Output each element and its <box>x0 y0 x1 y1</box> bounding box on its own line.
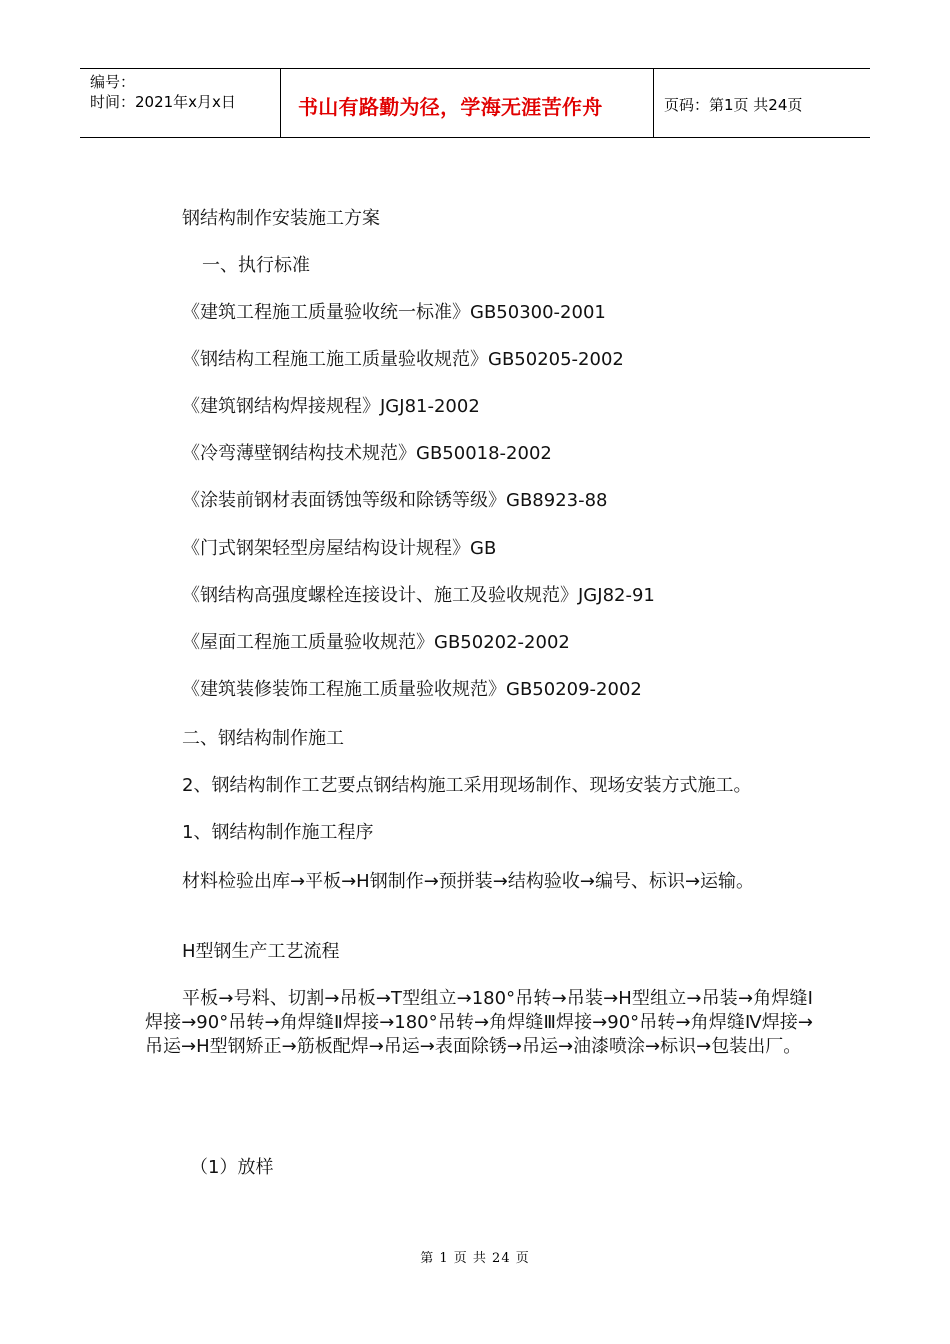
process-sequence: 材料检验出库→平板→H钢制作→预拼装→结构验收→编号、标识→运输。 <box>182 871 755 892</box>
page-info: 页码：第1页 共24页 <box>664 95 803 114</box>
section-heading-1: 一、执行标准 <box>202 255 310 276</box>
standard-item: 《涂装前钢材表面锈蚀等级和除锈等级》GB8923-88 <box>182 490 608 511</box>
header-middle-cell <box>281 69 654 137</box>
document-title: 钢结构制作安装施工方案 <box>182 208 380 229</box>
date-label: 时间：2021年x月x日 <box>90 93 236 111</box>
paragraph-point-1: 1、钢结构制作施工程序 <box>182 822 374 843</box>
subsection-heading: （1）放样 <box>190 1157 274 1178</box>
standard-item: 《钢结构高强度螺栓连接设计、施工及验收规范》JGJ82-91 <box>182 585 655 606</box>
h-beam-heading: H型钢生产工艺流程 <box>182 941 340 962</box>
header-table <box>80 68 870 138</box>
page-footer: 第 1 页 共 24 页 <box>420 1251 530 1266</box>
section-heading-2: 二、钢结构制作施工 <box>182 728 344 749</box>
motto-text: 书山有路勤为径，学海无涯苦作舟 <box>298 94 603 119</box>
standard-item: 《建筑装修装饰工程施工质量验收规范》GB50209-2002 <box>182 679 642 700</box>
standard-item: 《钢结构工程施工施工质量验收规范》GB50205-2002 <box>182 349 624 370</box>
standard-item: 《屋面工程施工质量验收规范》GB50202-2002 <box>182 632 570 653</box>
paragraph-point-2: 2、钢结构制作工艺要点钢结构施工采用现场制作、现场安装方式施工。 <box>182 775 752 796</box>
number-label: 编号： <box>90 73 136 91</box>
header-left-cell <box>80 69 281 137</box>
standard-item: 《冷弯薄壁钢结构技术规范》GB50018-2002 <box>182 443 552 464</box>
h-beam-process-paragraph: 平板→号料、切割→吊板→T型组立→180°吊转→吊装→H型组立→吊装→角焊缝Ⅰ焊接→90°吊转→角焊缝Ⅱ焊接→180°吊转→角焊缝Ⅲ焊接→90°吊转→角焊缝Ⅳ焊接→吊运→H型钢矫正→筋板配焊→吊运→表面除锈→吊运→油漆喷涂→标识→包装出厂。 <box>145 988 813 1057</box>
header-right-cell <box>654 69 870 137</box>
standard-item: 《建筑工程施工质量验收统一标准》GB50300-2001 <box>182 302 606 323</box>
standard-item: 《门式钢架轻型房屋结构设计规程》GB <box>182 538 497 559</box>
standard-item: 《建筑钢结构焊接规程》JGJ81-2002 <box>182 396 480 417</box>
